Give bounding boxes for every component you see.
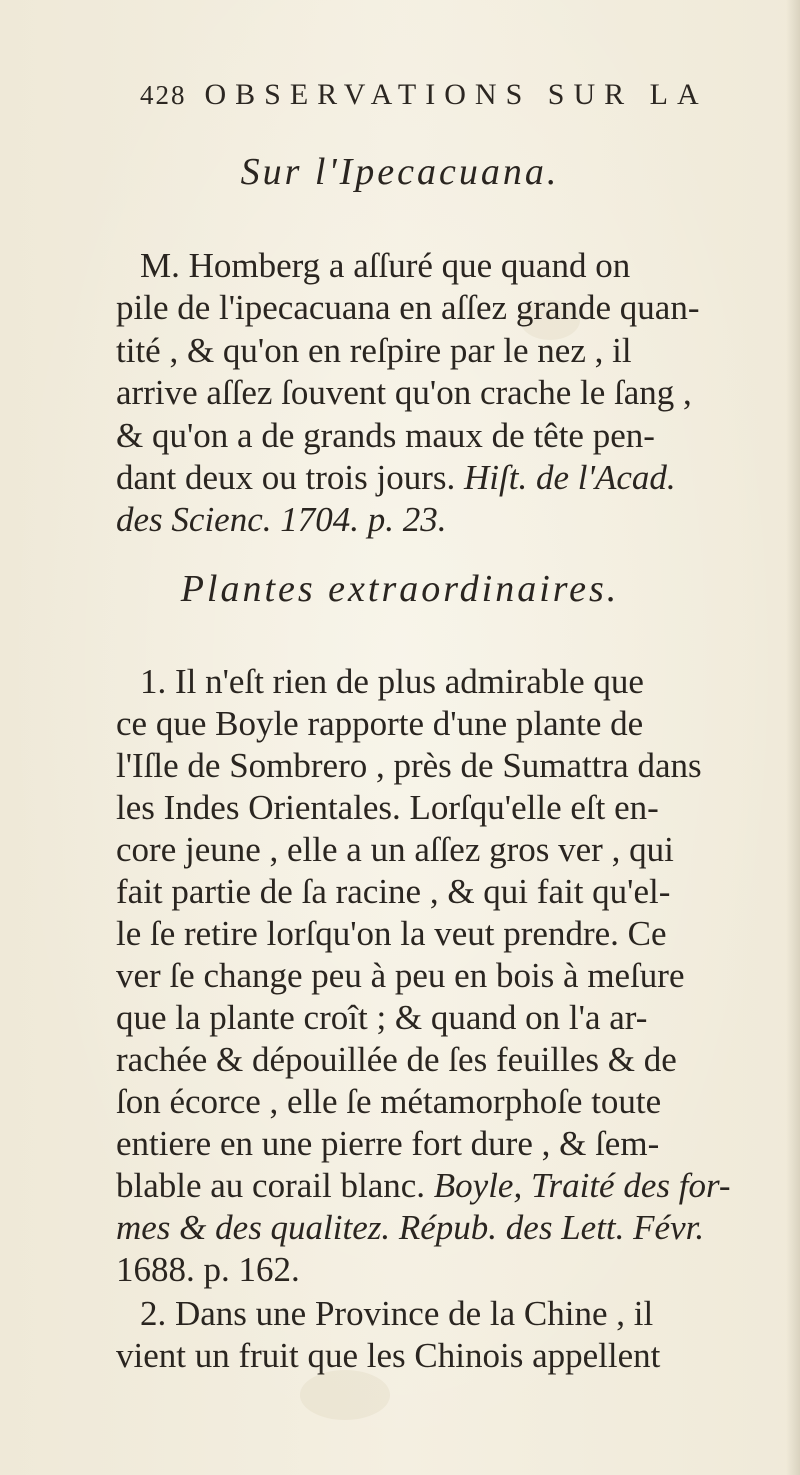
text-line: vient un fruit que les Chinois appellent [116,1336,661,1375]
text-line: & qu'on a de grands maux de tête pen- [116,416,655,455]
text-line: 1. Il n'eſt rien de plus admirable que [140,662,644,701]
text-line: core jeune , elle a un aſſez gros ver , qui [116,830,674,869]
section-title-ipecacuana: Sur l'Ipecacuana. [240,151,560,193]
text-line: l'Iſle de Sombrero , près de Sumattra dans [116,746,702,785]
text-line: ver ſe change peu à peu en bois à meſure [116,956,685,995]
text-line: 2. Dans une Province de la Chine , il [140,1294,654,1333]
text-line [116,1210,704,1245]
text-line: ce que Boyle rapporte d'une plante de [116,704,644,743]
page-edge-shadow [786,0,800,1475]
text-line: 1688. p. 162. [116,1250,300,1289]
page-number: 428 [140,80,187,110]
text-line: que la plante croît ; & quand on l'a ar- [116,998,648,1037]
text-line: entiere en une pierre fort dure , & ſem- [116,1124,660,1163]
text-line: dant deux ou trois jours. Hiſt. de l'Acad. [116,458,676,497]
text-line: rachée & dépouillée de ſes feuilles & de [116,1040,677,1079]
running-head [140,78,760,112]
text-line: pile de l'ipecacuana en aſſez grande quan- [116,288,700,327]
running-title: OBSERVATIONS SUR LA [204,78,708,111]
text-line: M. Homberg a aſſuré que quand on [140,246,631,285]
text-line: fait partie de ſa racine , & qui fait qu'el- [116,872,671,911]
citation: mes & des qualitez. Répub. des Lett. Févr. [116,1208,705,1247]
text-line: arrive aſſez ſouvent qu'on crache le ſang , [116,373,692,412]
text-line [116,502,446,537]
text-line: blable au corail blanc. Boyle, Traité des for- [116,1166,731,1205]
text-line: le ſe retire lorſqu'on la veut prendre. Ce [116,914,667,953]
text-line: les Indes Orientales. Lorſqu'elle eſt en- [116,788,659,827]
citation: Hiſt. de l'Acad. [464,458,676,497]
citation: des Scienc. 1704. p. 23. [116,500,447,539]
paper-stain [300,1370,390,1420]
citation: Boyle, Traité des for- [433,1166,731,1205]
text-line: ſon écorce , elle ſe métamorphoſe toute [116,1082,662,1121]
section-title-plantes: Plantes extraordinaires. [180,568,620,610]
text-line: tité , & qu'on en reſpire par le nez , il [116,331,632,370]
